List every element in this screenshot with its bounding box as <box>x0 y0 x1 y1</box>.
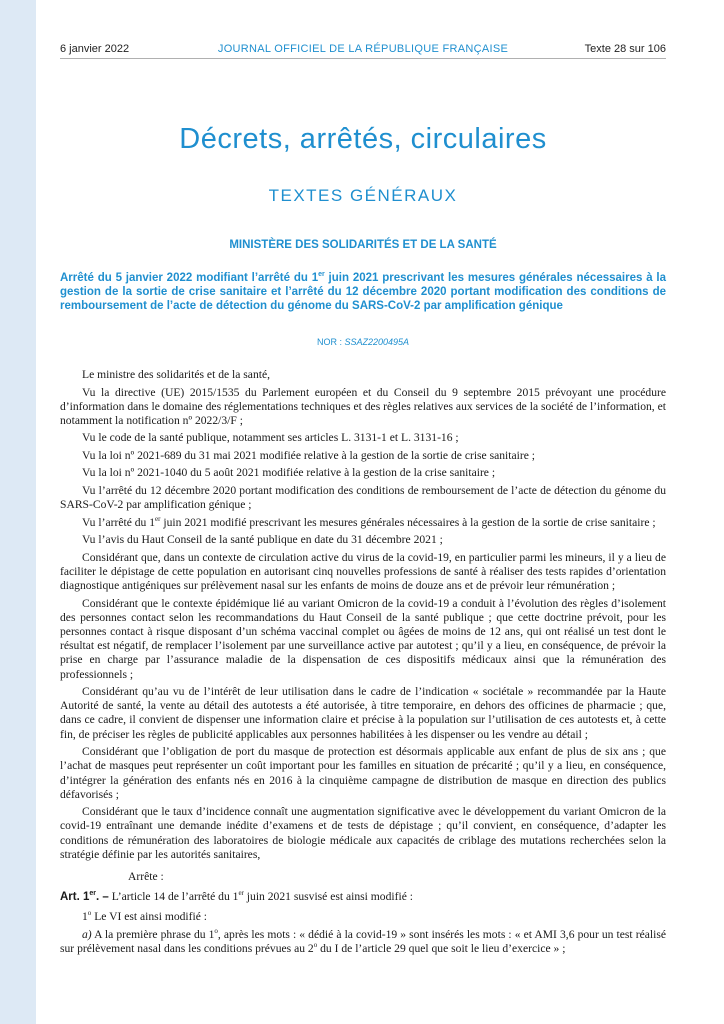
article-text: juin 2021 susvisé est ainsi modifié : <box>243 890 413 904</box>
header-text-reference: Texte 28 sur 106 <box>584 43 666 55</box>
item-label: a) <box>82 927 92 941</box>
article-text: L’article 14 de l’arrêté du 1 <box>108 890 239 904</box>
superscript: o <box>313 941 318 950</box>
article-label <box>60 891 109 903</box>
item-text: Le VI est ainsi modifié : <box>91 910 207 924</box>
superscript: er <box>89 890 97 898</box>
item-text: du I de l’article 29 quel que soit le lieu d’exercice » ; <box>317 942 566 956</box>
superscript: o <box>214 927 218 936</box>
main-title: Décrets, arrêtés, circulaires <box>179 123 547 155</box>
paragraph-item-a <box>60 928 666 956</box>
decree-title-superscript: er <box>318 271 325 279</box>
header-divider <box>60 58 666 59</box>
paragraph-text: juin 2021 modifié prescrivant les mesures générales nécessaires à la gestion de la sortie de crise sanitaire ; <box>160 515 656 529</box>
paragraph-visa-avis: Vu l’avis du Haut Conseil de la santé publique en date du 31 décembre 2021 ; <box>82 533 443 547</box>
decree-title-text: Arrêté du 5 janvier 2022 modifiant l’arrêté du 1 <box>60 272 319 284</box>
page-side-strip <box>0 0 36 1024</box>
decree-title <box>60 271 666 313</box>
paragraph-item-1 <box>60 910 666 924</box>
superscript: er <box>238 889 244 898</box>
nor-code: SSAZ2200495A <box>344 337 410 347</box>
paragraph-arrete: Arrête : <box>128 870 164 884</box>
section-title: TEXTES GÉNÉRAUX <box>268 186 458 205</box>
paragraph-considerant-mineurs: Considérant que, dans un contexte de circulation active du virus de la covid-19, en particulier parmi les mineurs, il y a lieu de faciliter le dépistage de cette population en autorisant cinq nouvelles professions de santé à réaliser des tests rapides d’orientation diagnostique antigéniques sur prélèvement nasal sur les enfants de moins de douze ans et de prévoir leur rémunération ; <box>60 550 666 593</box>
paragraph-visa-arrete-2020: Vu l’arrêté du 12 décembre 2020 portant modification des conditions de remboursement de l’acte de détection du génome du SARS-CoV-2 par amplification génique ; <box>60 483 666 512</box>
article-1 <box>60 890 666 904</box>
item-text: A la première phrase du 1 <box>91 927 215 941</box>
ministry-heading: MINISTÈRE DES SOLIDARITÉS ET DE LA SANTÉ <box>229 239 497 251</box>
paragraph-considerant-autotests: Considérant qu’au vu de l’intérêt de leur utilisation dans le cadre de l’indication « sociétale » recommandée par la Haute Autorité de santé, la vente au détail des autotests a été autorisée, à titre temporaire, en dehors des officines de pharmacie ; que, dans ce cadre, il convient de dispenser une information claire et précise à la population sur l’utilisation de ces autotests et, à cette fin, de préciser les règles de publicité applicables aux personnes habilitées à les dispenser ou les vendre au détail ; <box>60 685 666 741</box>
item-number: 1 <box>82 910 88 924</box>
paragraph-visa-loi-1040: Vu la loi nº 2021-1040 du 5 août 2021 modifiée relative à la gestion de la crise sanitaire ; <box>82 466 496 480</box>
superscript: o <box>87 909 92 918</box>
paragraph-considerant-omicron: Considérant que le contexte épidémique lié au variant Omicron de la covid-19 a conduit à l’évolution des règles d’isolement des personnes contact selon les recommandations du Haut Conseil de la santé publique ; que cette doctrine prévoit, pour les personnes contact à risque disposant d’un schéma vaccinal complet ou âgées de moins de 12 ans, qui ont réalisé un test dont le résultat est négatif, de remplacer l’isolement par une surveillance active par autotest ; qu’il y a lieu, en conséquence, de prévoir la prise en charge par l’assurance maladie de la dispensation de ces dispositifs médicaux ainsi que la rémunération des professionnels ; <box>60 596 666 681</box>
item-text: , après les mots : « dédié à la covid-19 » sont insérés les mots : « et AMI 3,6 pour un test réalisé sur prélèvement nasal dans les conditions prévues au 2 <box>60 927 666 956</box>
paragraph-considerant-masques: Considérant que l’obligation de port du masque de protection est désormais applicable aux enfant de plus de six ans ; que l’achat de masques peut représenter un coût important pour les familles en situation de précarité ; qu’il y a lieu, en conséquence, d’intégrer la génération des enfants nés en 2016 à la cinquième campagne de distribution de masque en direction des publics défavorisés ; <box>60 745 666 801</box>
article-label-dash: . – <box>96 891 109 904</box>
nor-label: NOR : <box>316 337 345 347</box>
decree-body <box>60 368 666 960</box>
paragraph-visa-loi-689: Vu la loi nº 2021-689 du 31 mai 2021 modifiée relative à la gestion de la sortie de crise sanitaire ; <box>82 448 535 462</box>
nor-reference <box>60 336 666 348</box>
superscript: er <box>155 514 161 523</box>
paragraph-visa-directive: Vu la directive (UE) 2015/1535 du Parlement européen et du Conseil du 9 septembre 2015 prévoyant une procédure d’information dans le domaine des réglementations techniques et des règles relatives aux services de la société de l’information, et notamment la notification nº 2022/3/F ; <box>60 385 666 427</box>
paragraph-minister: Le ministre des solidarités et de la santé, <box>82 368 271 381</box>
paragraph-visa-arrete-2021 <box>60 516 666 530</box>
paragraph-visa-code: Vu le code de la santé publique, notamment ses articles L. 3131-1 et L. 3131-16 ; <box>82 431 459 445</box>
header-journal-name: JOURNAL OFFICIEL DE LA RÉPUBLIQUE FRANÇAISE <box>217 43 509 55</box>
paragraph-text: Vu l’arrêté du 1 <box>82 515 156 529</box>
paragraph-considerant-incidence: Considérant que le taux d’incidence connaît une augmentation significative avec le développement du variant Omicron de la covid-19 entraînant une demande inédite d’examens et de tests de dépistage ; qu’il convient, en conséquence, d’adapter les conditions de rémunération des laboratoires de biologie médicale aux capacités de criblage des mutations recherchées selon la stratégie définie par les autorités sanitaires, <box>60 805 666 861</box>
header-date: 6 janvier 2022 <box>60 43 130 55</box>
decree-title-text-continued: juin 2021 prescrivant les mesures générales nécessaires à la gestion de la sortie de crise sanitaire et l’arrêté du 12 décembre 2020 portant modification des conditions de remboursement de l’acte de détection du génome du SARS-CoV-2 par amplification génique <box>60 272 666 312</box>
running-header <box>60 42 666 56</box>
article-label-text: Art. 1 <box>60 891 90 904</box>
